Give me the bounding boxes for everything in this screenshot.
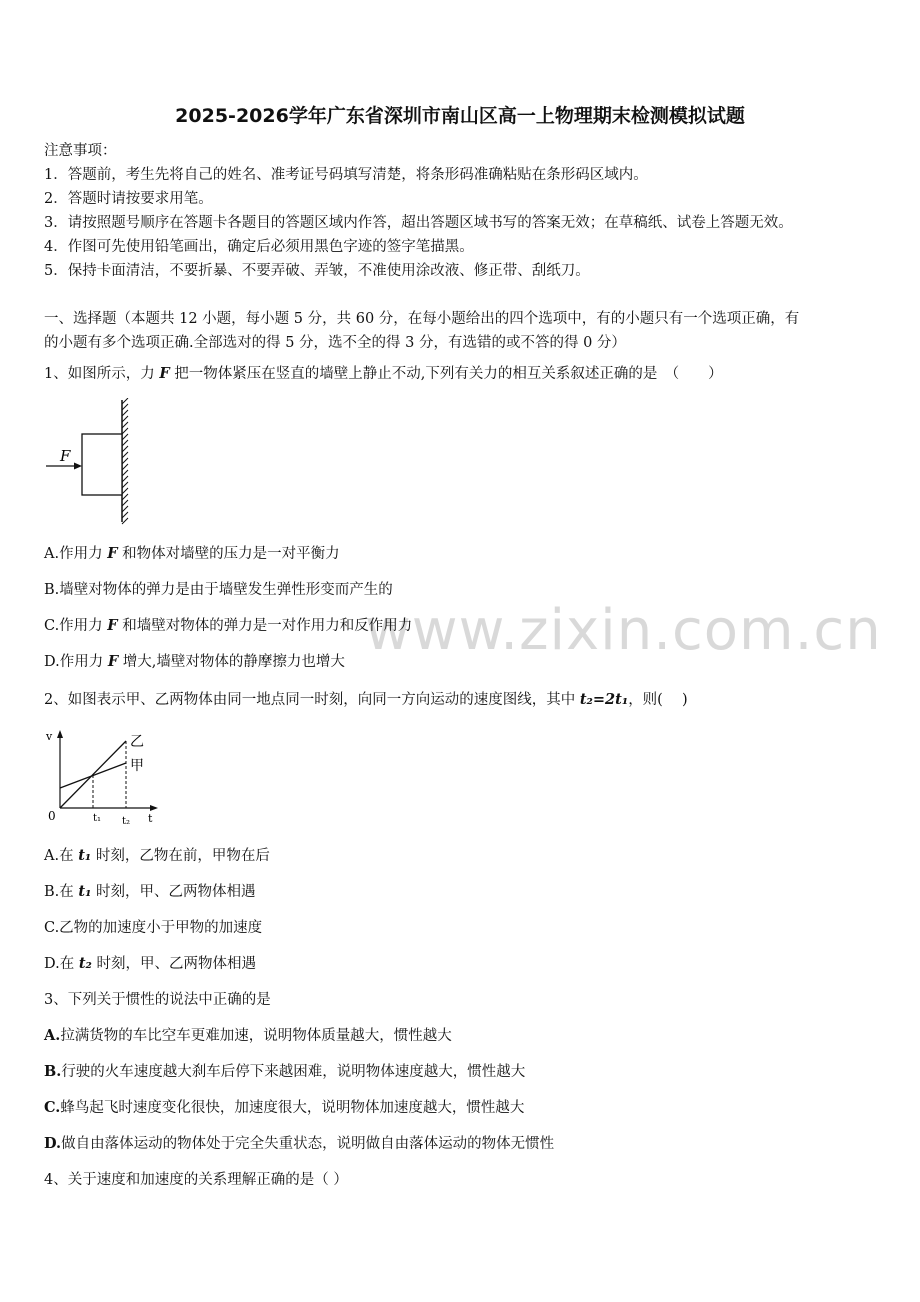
jia-label: 甲 [130,758,144,774]
q3-option-a: A.拉满货物的车比空车更难加速，说明物体质量越大，惯性越大 [44,1027,452,1044]
q3-option-b: B.行驶的火车速度越大刹车后停下来越困难，说明物体速度越大，惯性越大 [44,1063,526,1080]
yi-label: 乙 [130,734,144,750]
note-item: 5．保持卡面清洁，不要折暴、不要弄破、弄皱，不准使用涂改液、修正带、刮纸刀。 [44,263,590,279]
t1-label: t₁ [93,813,102,824]
q2-stem: 2、如图表示甲、乙两物体由同一地点同一时刻，向同一方向运动的速度图线，其中 t₂=2t₁，则( ) [44,691,688,708]
section-heading-line2: 的小题有多个选项正确.全部选对的得 5 分，选不全的得 3 分，有选错的或不答的得 0 分） [44,335,626,351]
q1-option-a: A.作用力 F 和物体对墙壁的压力是一对平衡力 [44,545,340,562]
q4-stem: 4、关于速度和加速度的关系理解正确的是（ ） [44,1172,348,1188]
origin-label: 0 [48,809,56,823]
q1-figure [44,398,144,526]
q3-option-d: D.做自由落体运动的物体处于完全失重状态，说明做自由落体运动的物体无惯性 [44,1135,555,1152]
t-axis-label: t [148,812,153,825]
note-item: 4．作图可先使用铅笔画出，确定后必须用黑色字迹的签字笔描黑。 [44,239,474,255]
q2-velocity-graph [44,728,164,828]
v-axis-label: v [46,730,53,743]
q1-option-d: D.作用力 F 增大,墙壁对物体的静摩擦力也增大 [44,653,345,670]
page-title: 2025-2026学年广东省深圳市南山区高一上物理期末检测模拟试题 [175,105,745,127]
notes-heading: 注意事项： [44,143,117,159]
watermark: www.zixin.com.cn [365,598,882,663]
note-item: 3．请按照题号顺序在答题卡各题目的答题区域内作答，超出答题区域书写的答案无效；在草稿纸、试卷上答题无效。 [44,215,793,231]
section-heading-line1: 一、选择题（本题共 12 小题，每小题 5 分，共 60 分，在每小题给出的四个选项中，有的小题只有一个选项正确，有 [44,311,800,327]
force-label: F [60,447,71,465]
q2-option-b: B.在 t₁ 时刻，甲、乙两物体相遇 [44,883,256,900]
q3-option-c: C.蜂鸟起飞时速度变化很快，加速度很大，说明物体加速度越大，惯性越大 [44,1099,525,1116]
q2-option-c: C.乙物的加速度小于甲物的加速度 [44,920,263,936]
t2-label: t₂ [122,816,131,827]
note-item: 2．答题时请按要求用笔。 [44,191,213,207]
q3-stem: 3、下列关于惯性的说法中正确的是 [44,992,271,1008]
q1-option-b: B.墙壁对物体的弹力是由于墙壁发生弹性形变而产生的 [44,582,393,598]
q2-option-d: D.在 t₂ 时刻，甲、乙两物体相遇 [44,955,256,972]
q1-stem: 1、如图所示，力 F 把一物体紧压在竖直的墙壁上静止不动,下列有关力的相互关系叙述正确的是 （ ） [44,365,723,382]
q1-option-c: C.作用力 F 和墙壁对物体的弹力是一对作用力和反作用力 [44,617,413,634]
q2-option-a: A.在 t₁ 时刻，乙物在前，甲物在后 [44,847,270,864]
note-item: 1．答题前，考生先将自己的姓名、准考证号码填写清楚，将条形码准确粘贴在条形码区域内。 [44,167,648,183]
